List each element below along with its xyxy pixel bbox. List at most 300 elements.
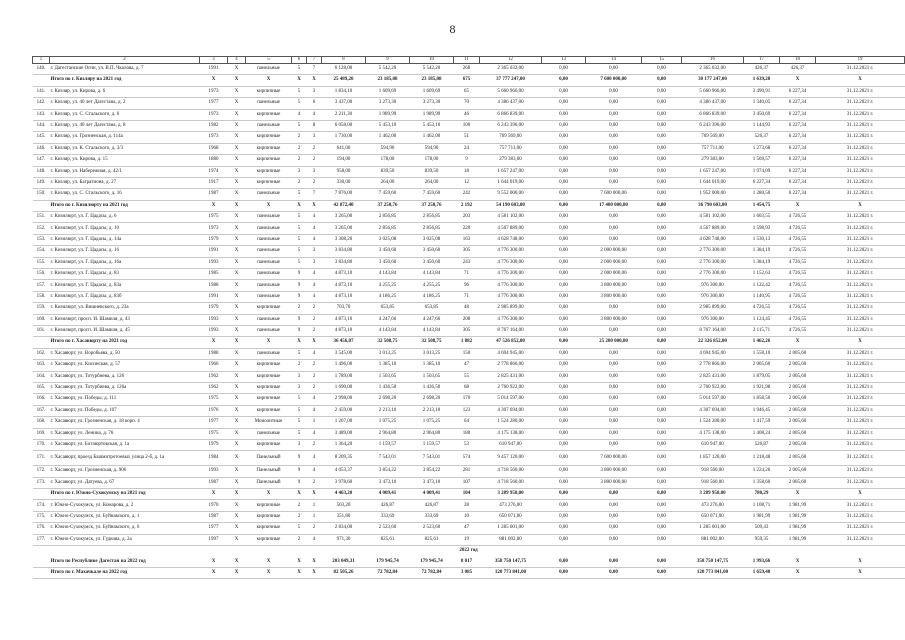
table-cell: 64 bbox=[454, 417, 480, 428]
table-cell: 31.12.2021 г. bbox=[816, 257, 905, 268]
column-number-cell: 14 bbox=[586, 57, 642, 64]
table-cell: 0,00 bbox=[642, 337, 682, 348]
table-cell: 1962 bbox=[200, 382, 228, 393]
table-cell: 31.12.2021 г. bbox=[816, 98, 905, 109]
table-cell: 6 227,34 bbox=[780, 155, 816, 166]
table-cell: 3 bbox=[292, 166, 307, 177]
table-cell: 9 bbox=[292, 291, 307, 302]
table-cell: 650 071,00 bbox=[480, 511, 542, 522]
table-cell: 2 776 300,00 bbox=[682, 246, 744, 257]
address-cell: г. Кизляр, ул. Кирова, д. 15 bbox=[50, 155, 200, 166]
table-cell: 2 698,20 bbox=[410, 394, 454, 405]
table-cell: 242 bbox=[454, 189, 480, 200]
table-cell: 4 726,55 bbox=[780, 246, 816, 257]
table-cell: 31.12.2021 г. bbox=[816, 394, 905, 405]
table-cell: 178,00 bbox=[410, 155, 454, 166]
table-cell: 0,00 bbox=[542, 166, 586, 177]
table-cell: 1 974,09 bbox=[744, 166, 780, 177]
table-cell: 473 276,00 bbox=[480, 500, 542, 511]
table-cell: 31.12.2021 г. bbox=[816, 371, 905, 382]
table-cell: 4 186,25 bbox=[366, 291, 410, 302]
table-cell: 150 bbox=[454, 348, 480, 359]
table-cell: 165. bbox=[33, 382, 50, 393]
table-cell: 143. bbox=[33, 109, 50, 120]
table-cell: 3 013,25 bbox=[410, 348, 454, 359]
table-cell: 5 bbox=[292, 348, 307, 359]
table-cell: 4 694 945,00 bbox=[480, 348, 542, 359]
table-cell: 0,00 bbox=[542, 556, 586, 567]
column-number-cell: 1 bbox=[33, 57, 50, 64]
table-row bbox=[33, 428, 905, 439]
table-cell: 1 140,95 bbox=[744, 291, 780, 302]
table-cell: 1 981,99 bbox=[780, 534, 816, 545]
table-cell: 0,00 bbox=[542, 439, 586, 450]
table-cell: 31.12.2021 г. bbox=[816, 534, 905, 545]
address-cell: г. Кизилюрт, ул. Г. Цадасы, д. 14а bbox=[50, 234, 200, 245]
table-cell: 5 542,20 bbox=[366, 64, 410, 75]
table-cell: 169. bbox=[33, 428, 50, 439]
table-cell bbox=[33, 200, 50, 211]
table-cell: 203 bbox=[454, 212, 480, 223]
table-cell: 4 567 889,00 bbox=[480, 223, 542, 234]
table-cell: 1 384,19 bbox=[744, 246, 780, 257]
table-cell: 2 000 000,00 bbox=[586, 257, 642, 268]
table-cell: 9 bbox=[292, 314, 307, 325]
column-number-cell: 7 bbox=[307, 57, 322, 64]
table-cell: 0,00 bbox=[542, 417, 586, 428]
table-cell: 0,00 bbox=[642, 439, 682, 450]
table-cell: 31.12.2021 г. bbox=[816, 428, 905, 439]
table-cell: панельные bbox=[246, 280, 292, 291]
table-cell bbox=[33, 337, 50, 348]
table-cell: 31.12.2021 г. bbox=[816, 291, 905, 302]
table-cell: 0,00 bbox=[542, 511, 586, 522]
table-row bbox=[33, 511, 905, 522]
table-cell: 2 760 922,00 bbox=[480, 382, 542, 393]
table-cell: 1 524 280,00 bbox=[682, 417, 744, 428]
table-cell: 0,00 bbox=[642, 523, 682, 534]
table-cell: 7 543,01 bbox=[366, 451, 410, 466]
table-cell: 151. bbox=[33, 212, 50, 223]
table-cell: 3 bbox=[307, 257, 322, 268]
table-cell: 6 227,34 bbox=[780, 177, 816, 188]
table-row bbox=[33, 382, 905, 393]
table-cell: 610 947,00 bbox=[682, 439, 744, 450]
table-cell: кирпичные bbox=[246, 534, 292, 545]
table-cell: 1 408,24 bbox=[744, 428, 780, 439]
table-cell: 2 bbox=[307, 382, 322, 393]
table-row bbox=[33, 132, 905, 143]
table-cell: 0,00 bbox=[642, 371, 682, 382]
table-cell: 100 bbox=[454, 120, 480, 131]
table-cell: панельные bbox=[246, 257, 292, 268]
table-cell: 0,00 bbox=[542, 523, 586, 534]
table-cell: X bbox=[228, 523, 246, 534]
table-cell: 4 694 945,00 bbox=[682, 348, 744, 359]
address-cell: г. Кизилюрт, ул. Г. Цадасы, д. 83б bbox=[50, 291, 200, 302]
table-cell: 3 473,10 bbox=[366, 477, 410, 488]
table-cell: 0,00 bbox=[542, 189, 586, 200]
table-cell: Монолитные bbox=[246, 417, 292, 428]
table-cell: 9 bbox=[292, 466, 307, 477]
table-cell: 31.12.2021 г. bbox=[816, 177, 905, 188]
table-cell: 2 523,60 bbox=[410, 523, 454, 534]
address-cell: Итого по г. Кизляру на 2021 год bbox=[50, 75, 200, 86]
table-cell: 10 bbox=[454, 511, 480, 522]
table-cell: 2 698,20 bbox=[366, 394, 410, 405]
table-row bbox=[33, 223, 905, 234]
table-cell: 0,00 bbox=[586, 120, 642, 131]
table-cell: 1 690,00 bbox=[322, 382, 366, 393]
table-cell: 2 005,60 bbox=[780, 428, 816, 439]
table-row bbox=[33, 98, 905, 109]
table-cell: 172. bbox=[33, 466, 50, 477]
table-cell: 18 bbox=[454, 166, 480, 177]
table-cell: 4 053,37 bbox=[322, 466, 366, 477]
table-cell: 4 175 138,00 bbox=[480, 428, 542, 439]
column-number-row bbox=[33, 57, 905, 64]
address-cell: г. Кизилюрт, ул. Г. Цадасы, д. 16 bbox=[50, 246, 200, 257]
table-cell: 28 bbox=[454, 500, 480, 511]
table-cell: 5 bbox=[292, 428, 307, 439]
table-cell: 1 364,20 bbox=[322, 439, 366, 450]
table-row bbox=[33, 166, 905, 177]
table-cell: 1 858,50 bbox=[744, 394, 780, 405]
table-cell: 3 025,08 bbox=[410, 234, 454, 245]
table-cell: X bbox=[228, 212, 246, 223]
table-cell: 4 247,66 bbox=[410, 314, 454, 325]
table-cell: 1 879,05 bbox=[744, 371, 780, 382]
table-cell: X bbox=[228, 246, 246, 257]
table-cell: 6 866 839,00 bbox=[480, 109, 542, 120]
table-cell: 0,00 bbox=[586, 534, 642, 545]
table-cell: X bbox=[228, 280, 246, 291]
table-cell: 268 bbox=[454, 64, 480, 75]
table-cell: 31.12.2021 г. bbox=[816, 325, 905, 336]
table-cell: 0,00 bbox=[586, 382, 642, 393]
table-cell: 1 075,25 bbox=[410, 417, 454, 428]
table-cell: 1 644 019,00 bbox=[480, 177, 542, 188]
table-cell: 31.12.2021 г. bbox=[816, 451, 905, 466]
table-cell: 4 726,55 bbox=[780, 223, 816, 234]
table-cell: 1 462,00 bbox=[410, 132, 454, 143]
table-cell: 1997 bbox=[200, 534, 228, 545]
subtotal-row bbox=[33, 489, 905, 500]
table-cell: 4 255,25 bbox=[410, 280, 454, 291]
table-cell: 305 bbox=[454, 246, 480, 257]
table-cell: 4 bbox=[307, 451, 322, 466]
table-cell: X bbox=[228, 500, 246, 511]
address-cell: г. Хасавюрт, ул. Победы, д. 107 bbox=[50, 405, 200, 416]
table-cell: X bbox=[780, 489, 816, 500]
table-cell: 5 bbox=[292, 212, 307, 223]
table-cell: 881 002,00 bbox=[480, 534, 542, 545]
table-cell: 1987 bbox=[200, 477, 228, 488]
table-cell: 152. bbox=[33, 223, 50, 234]
table-cell: X bbox=[816, 489, 905, 500]
table-cell: 3 800 000,00 bbox=[586, 314, 642, 325]
table-row bbox=[33, 303, 905, 314]
table-cell: 0,00 bbox=[542, 86, 586, 97]
table-cell: 3 265,00 bbox=[322, 212, 366, 223]
table-cell: 157. bbox=[33, 280, 50, 291]
table-cell: X bbox=[228, 303, 246, 314]
table-cell: 2 856,85 bbox=[366, 223, 410, 234]
table-cell: 5 bbox=[292, 257, 307, 268]
table-cell: панельные bbox=[246, 98, 292, 109]
address-cell: Итого по г. Южно-Сухокумску на 2021 год bbox=[50, 489, 200, 500]
table-cell: 3 854,22 bbox=[410, 466, 454, 477]
table-cell: X bbox=[816, 337, 905, 348]
table-cell: 31.12.2021 г. bbox=[816, 382, 905, 393]
table-cell: 163. bbox=[33, 360, 50, 371]
table-cell: 3 265,00 bbox=[322, 223, 366, 234]
table-cell: 0,00 bbox=[642, 166, 682, 177]
table-cell: 2 760 922,00 bbox=[682, 382, 744, 393]
table-cell: X bbox=[228, 489, 246, 500]
table-cell: X bbox=[228, 291, 246, 302]
table-cell: кирпичные bbox=[246, 109, 292, 120]
table-cell: 31.12.2021 г. bbox=[816, 500, 905, 511]
table-cell: 4 255,25 bbox=[366, 280, 410, 291]
table-cell: 0,00 bbox=[642, 212, 682, 223]
table-cell: 31.12.2021 г. bbox=[816, 417, 905, 428]
address-cell: г. Кизляр, ул. С. Стальского, д. 6 bbox=[50, 109, 200, 120]
table-cell: 358 750 147,75 bbox=[682, 556, 744, 567]
column-number-cell: 19 bbox=[816, 57, 905, 64]
table-cell: 8 767 164,00 bbox=[682, 325, 744, 336]
table-cell: 650 071,00 bbox=[682, 511, 744, 522]
table-cell: 7 bbox=[307, 64, 322, 75]
address-cell: Итого по г. Кизилюрту на 2021 год bbox=[50, 200, 200, 211]
table-cell: 9 bbox=[292, 325, 307, 336]
subtotal-row bbox=[33, 200, 905, 211]
table-cell: 9 bbox=[292, 451, 307, 466]
address-cell: г. Кизляр, ул. 40 лет Дагестана, д. 2 bbox=[50, 98, 200, 109]
address-cell: г. Кизилюрт, ул. Г. Цадасы, д. 10 bbox=[50, 223, 200, 234]
table-cell: 174. bbox=[33, 500, 50, 511]
table-cell: 154. bbox=[33, 246, 50, 257]
table-cell: 3 289 950,00 bbox=[682, 489, 744, 500]
table-cell: 5 542,20 bbox=[410, 64, 454, 75]
table-cell: 0,00 bbox=[542, 212, 586, 223]
table-cell: 0,00 bbox=[586, 212, 642, 223]
table-cell: 9 bbox=[292, 477, 307, 488]
table-cell: 2 825 431,00 bbox=[480, 371, 542, 382]
table-cell: 24 bbox=[454, 143, 480, 154]
table-row bbox=[33, 348, 905, 359]
table-cell: 0,00 bbox=[642, 556, 682, 567]
table-cell: 147. bbox=[33, 155, 50, 166]
table-cell: 1 657 247,00 bbox=[480, 166, 542, 177]
table-cell: 0,00 bbox=[542, 500, 586, 511]
table-cell: 1 280,50 bbox=[744, 189, 780, 200]
address-cell: г. Хасавюрт, ул. Ботаюртовская, д. 1а bbox=[50, 439, 200, 450]
table-cell: 3 800 000,00 bbox=[586, 280, 642, 291]
table-cell: 8 767 164,00 bbox=[480, 325, 542, 336]
table-cell: 426,37 bbox=[780, 64, 816, 75]
table-cell: 1 603,55 bbox=[744, 212, 780, 223]
table-cell: 3 834,80 bbox=[322, 257, 366, 268]
table-cell: 173. bbox=[33, 477, 50, 488]
table-cell: 2 005,60 bbox=[780, 439, 816, 450]
table-cell: 0,00 bbox=[586, 556, 642, 567]
table-cell: 42 872,40 bbox=[322, 200, 366, 211]
table-cell: 8 209,35 bbox=[322, 451, 366, 466]
table-cell: 264,00 bbox=[366, 177, 410, 188]
table-cell: 120 773 841,00 bbox=[480, 567, 542, 578]
table-cell: 7 600 000,00 bbox=[586, 189, 642, 200]
table-cell: 1 558,10 bbox=[744, 348, 780, 359]
table-cell: 51 bbox=[454, 132, 480, 143]
table-cell: 31.12.2021 г. bbox=[816, 120, 905, 131]
table-cell: 2 000 000,00 bbox=[586, 269, 642, 280]
column-number-cell: 13 bbox=[542, 57, 586, 64]
table-cell: 32 508,75 bbox=[366, 337, 410, 348]
table-cell: 1 159,57 bbox=[366, 439, 410, 450]
address-cell: г. Кизляр, ул. К. Стальского, д. 3/3 bbox=[50, 143, 200, 154]
table-cell: кирпичные bbox=[246, 382, 292, 393]
table-cell: 351,80 bbox=[322, 511, 366, 522]
table-cell: 0,00 bbox=[586, 86, 642, 97]
table-cell: 0,00 bbox=[542, 64, 586, 75]
table-cell: X bbox=[246, 337, 292, 348]
table-cell: 1991 bbox=[200, 291, 228, 302]
table-cell: 3 437,00 bbox=[322, 98, 366, 109]
address-cell: г. Хасавюрт, ул. Тотурбиева, д. 126 bbox=[50, 371, 200, 382]
table-cell: 0,00 bbox=[542, 325, 586, 336]
table-cell: 0,00 bbox=[642, 234, 682, 245]
table-cell: 1 384,19 bbox=[744, 257, 780, 268]
table-cell: X bbox=[228, 477, 246, 488]
table-cell: 1 503,65 bbox=[410, 371, 454, 382]
table-cell: 0,00 bbox=[642, 64, 682, 75]
table-cell: 0,00 bbox=[542, 246, 586, 257]
table-row bbox=[33, 189, 905, 200]
table-cell: 1 273,68 bbox=[744, 143, 780, 154]
table-row bbox=[33, 466, 905, 477]
table-cell bbox=[33, 567, 50, 578]
table-cell: 1 598,93 bbox=[744, 223, 780, 234]
table-cell: 333,69 bbox=[366, 511, 410, 522]
table-cell: 53 bbox=[454, 439, 480, 450]
table-cell: 141. bbox=[33, 86, 50, 97]
table-cell: 23 185,08 bbox=[366, 75, 410, 86]
table-cell: 72 782,84 bbox=[410, 567, 454, 578]
table-cell: 1976 bbox=[200, 405, 228, 416]
table-cell: 1977 bbox=[200, 98, 228, 109]
table-cell: 194,00 bbox=[322, 155, 366, 166]
table-cell: 0,00 bbox=[586, 98, 642, 109]
page-number: 8 bbox=[449, 22, 456, 36]
table-cell: 0,00 bbox=[542, 280, 586, 291]
table-cell: кирпичные bbox=[246, 394, 292, 405]
table-cell: 9 bbox=[292, 269, 307, 280]
table-cell: 1 bbox=[307, 500, 322, 511]
table-cell: 144. bbox=[33, 120, 50, 131]
table-cell: кирпичные bbox=[246, 523, 292, 534]
table-cell: кирпичные bbox=[246, 511, 292, 522]
column-number-cell: 12 bbox=[480, 57, 542, 64]
table-cell: 971,30 bbox=[322, 534, 366, 545]
table-cell: 1 224,26 bbox=[744, 466, 780, 477]
table-cell: 4 bbox=[307, 428, 322, 439]
table-cell: 31.12.2021 г. bbox=[816, 64, 905, 75]
table-cell: 526,37 bbox=[744, 132, 780, 143]
table-cell: X bbox=[780, 567, 816, 578]
table-cell: 0,00 bbox=[586, 371, 642, 382]
table-cell: 0,00 bbox=[586, 109, 642, 120]
table-cell: 2 778 866,00 bbox=[682, 360, 744, 371]
table-cell: X bbox=[292, 556, 307, 567]
column-number-cell: 8 bbox=[322, 57, 366, 64]
table-cell: 2 bbox=[307, 155, 322, 166]
table-cell: 0,00 bbox=[642, 280, 682, 291]
table-cell: 0,00 bbox=[642, 143, 682, 154]
table-cell: 31.12.2021 г. bbox=[816, 234, 905, 245]
table-cell: 0,00 bbox=[586, 567, 642, 578]
table-cell bbox=[33, 75, 50, 86]
table-cell: 1 834,10 bbox=[322, 86, 366, 97]
column-number-cell: 3 bbox=[200, 57, 228, 64]
table-cell: 3 bbox=[292, 439, 307, 450]
table-cell: 1973 bbox=[200, 109, 228, 120]
table-cell: 2 776 300,00 bbox=[682, 269, 744, 280]
table-cell: 3 bbox=[307, 132, 322, 143]
table-cell: 104 bbox=[454, 489, 480, 500]
year-separator-row bbox=[33, 546, 905, 557]
table-cell: 0,00 bbox=[642, 500, 682, 511]
table-cell: 2 005,60 bbox=[780, 348, 816, 359]
table-cell: 1 530,13 bbox=[744, 234, 780, 245]
table-cell: 171. bbox=[33, 451, 50, 466]
table-cell: 4 bbox=[307, 280, 322, 291]
table-cell: 3 bbox=[307, 246, 322, 257]
table-cell: 0,00 bbox=[642, 405, 682, 416]
table-cell: 0,00 bbox=[542, 143, 586, 154]
table-cell: 1987 bbox=[200, 189, 228, 200]
table-cell: 2 005,60 bbox=[744, 360, 780, 371]
column-number-cell: 11 bbox=[454, 57, 480, 64]
table-cell: 1 454,75 bbox=[744, 200, 780, 211]
table-cell: 0,00 bbox=[542, 303, 586, 314]
table-cell: X bbox=[816, 556, 905, 567]
table-cell: 2 000 000,00 bbox=[586, 246, 642, 257]
table-cell: X bbox=[228, 109, 246, 120]
table-cell: 1973 bbox=[200, 223, 228, 234]
column-number-cell: 6 bbox=[292, 57, 307, 64]
table-cell: 2 bbox=[307, 360, 322, 371]
table-cell: 177. bbox=[33, 534, 50, 545]
table-cell: 0,00 bbox=[542, 534, 586, 545]
table-cell: 2 bbox=[307, 325, 322, 336]
table-cell: 54 190 603,00 bbox=[480, 200, 542, 211]
table-cell: 1 462,00 bbox=[366, 132, 410, 143]
table-cell: X bbox=[228, 86, 246, 97]
table-cell: 12 bbox=[454, 177, 480, 188]
address-cell: г. Кизилюрт, ул. Г. Цадасы, д. 83 bbox=[50, 269, 200, 280]
table-cell: 175. bbox=[33, 511, 50, 522]
table-cell: 142. bbox=[33, 98, 50, 109]
table-cell: 1 218,48 bbox=[744, 451, 780, 466]
table-cell: Панельный bbox=[246, 451, 292, 466]
table-cell: 0,00 bbox=[642, 223, 682, 234]
table-cell: 0,00 bbox=[642, 382, 682, 393]
table-cell: 48 bbox=[454, 303, 480, 314]
table-cell: 1973 bbox=[200, 132, 228, 143]
table-cell: 0,00 bbox=[642, 477, 682, 488]
table-cell: 4 581 102,00 bbox=[480, 212, 542, 223]
